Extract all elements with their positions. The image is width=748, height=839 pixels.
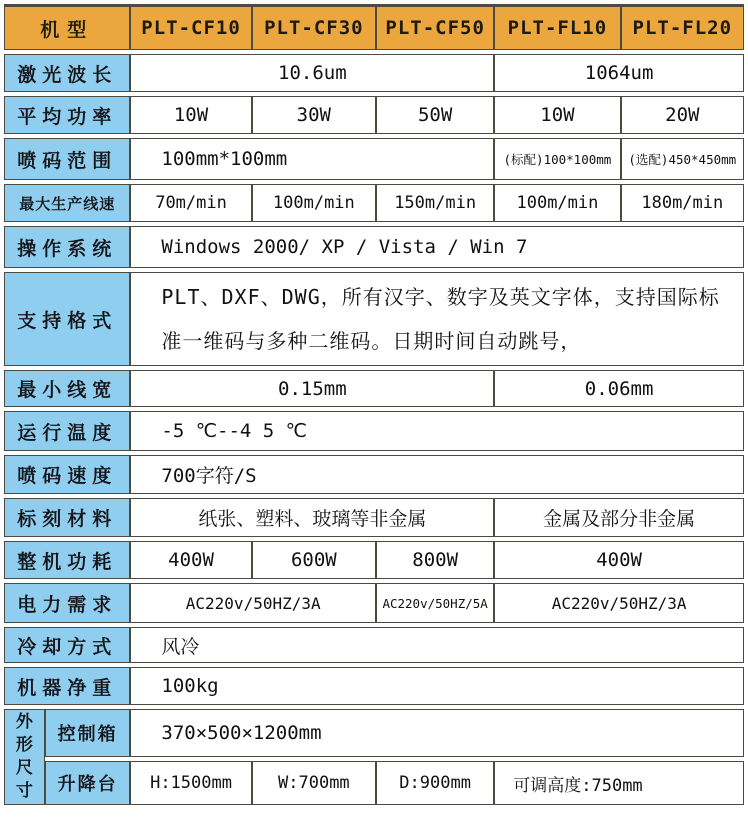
cell-avg-power-2: 30W: [252, 96, 376, 134]
header-cell-model-cf30: PLT-CF30: [252, 4, 376, 50]
cell-mark-speed-value: 700字符/S: [130, 455, 744, 494]
label-op-temp: 运行温度: [4, 411, 130, 451]
cell-line-speed-5: 180m/min: [621, 184, 744, 222]
cell-consumption-3: 800W: [376, 541, 494, 579]
cell-consumption-2: 600W: [252, 541, 376, 579]
row-line-speed: [4, 184, 744, 222]
spec-table: [4, 0, 744, 809]
cell-mark-range-fl10: (标配)100*100mm: [494, 138, 620, 180]
cell-weight-value: 100kg: [130, 667, 744, 705]
label-os: 操作系统: [4, 226, 130, 268]
cell-line-speed-2: 100m/min: [252, 184, 376, 222]
label-consumption: 整机功耗: [4, 541, 130, 579]
cell-power-req-cf: AC220v/50HZ/3A: [130, 583, 376, 623]
label-mark-speed: 喷码速度: [4, 455, 130, 494]
cell-cooling-value: 风冷: [130, 627, 744, 663]
header-row: [4, 4, 744, 50]
cell-wavelength-fiber: 1064um: [494, 54, 744, 92]
cell-lift-w: W:700mm: [252, 761, 376, 805]
label-line-speed: 最大生产线速: [4, 184, 130, 222]
cell-line-speed-4: 100m/min: [494, 184, 620, 222]
label-materials: 标刻材料: [4, 498, 130, 537]
cell-mark-range-fl20: (选配)450*450mm: [621, 138, 744, 180]
cell-lift-d: D:900mm: [376, 761, 494, 805]
cell-power-req-cf50: AC220v/50HZ/5A: [376, 583, 494, 623]
cell-consumption-1: 400W: [130, 541, 251, 579]
row-avg-power: [4, 96, 744, 134]
cell-control-box-value: 370×500×1200mm: [130, 709, 744, 757]
cell-mark-range-cf: 100mm*100mm: [130, 138, 494, 180]
label-weight: 机器净重: [4, 667, 130, 705]
cell-wavelength-co2: 10.6um: [130, 54, 494, 92]
row-min-width: [4, 370, 744, 407]
label-dimensions: [4, 709, 45, 805]
label-cooling: 冷却方式: [4, 627, 130, 663]
row-materials: [4, 498, 744, 537]
label-avg-power: 平均功率: [4, 96, 130, 134]
cell-line-speed-1: 70m/min: [130, 184, 251, 222]
label-min-width: 最小线宽: [4, 370, 130, 407]
cell-os-value: Windows 2000/ XP / Vista / Win 7: [130, 226, 744, 268]
cell-min-width-fiber: 0.06mm: [494, 370, 744, 407]
header-cell-model-cf10: PLT-CF10: [130, 4, 251, 50]
row-weight: [4, 667, 744, 705]
cell-min-width-co2: 0.15mm: [130, 370, 494, 407]
label-control-box: 控制箱: [45, 709, 131, 757]
row-os: [4, 226, 744, 268]
row-consumption: [4, 541, 744, 579]
row-mark-range: [4, 138, 744, 180]
cell-power-req-fl: AC220v/50HZ/3A: [494, 583, 744, 623]
label-power-req: 电力需求: [4, 583, 130, 623]
cell-avg-power-5: 20W: [621, 96, 744, 134]
header-cell-model-cf50: PLT-CF50: [376, 4, 494, 50]
row-cooling: [4, 627, 744, 663]
cell-materials-fiber: 金属及部分非金属: [494, 498, 744, 537]
cell-formats-value: PLT、DXF、DWG，所有汉字、数字及英文字体，支持国际标准一维码与多种二维码。日期时间自动跳号，: [130, 272, 744, 366]
cell-avg-power-3: 50W: [376, 96, 494, 134]
cell-line-speed-3: 150m/min: [376, 184, 494, 222]
cell-lift-h: H:1500mm: [130, 761, 251, 805]
cell-lift-adjustable-height: 可调高度:750mm: [494, 761, 744, 805]
label-lift-table: 升降台: [45, 761, 131, 805]
row-op-temp: [4, 411, 744, 451]
cell-consumption-4: 400W: [494, 541, 744, 579]
header-cell-model-fl10: PLT-FL10: [494, 4, 620, 50]
header-cell-model-fl20: PLT-FL20: [621, 4, 744, 50]
row-formats: [4, 272, 744, 366]
header-cell-machine: 机型: [4, 4, 130, 50]
row-wavelength: [4, 54, 744, 92]
row-dimensions-lift-table: [4, 761, 744, 805]
cell-op-temp-value: -5 ℃--4 5 ℃: [130, 411, 744, 451]
label-formats: 支持格式: [4, 272, 130, 366]
cell-avg-power-4: 10W: [494, 96, 620, 134]
cell-materials-co2: 纸张、塑料、玻璃等非金属: [130, 498, 494, 537]
cell-avg-power-1: 10W: [130, 96, 251, 134]
row-power-req: [4, 583, 744, 623]
row-dimensions-control-box: [4, 709, 744, 757]
row-mark-speed: [4, 455, 744, 494]
dimensions-vertical-text: 外形尺寸: [15, 712, 33, 801]
label-wavelength: 激光波长: [4, 54, 130, 92]
label-mark-range: 喷码范围: [4, 138, 130, 180]
